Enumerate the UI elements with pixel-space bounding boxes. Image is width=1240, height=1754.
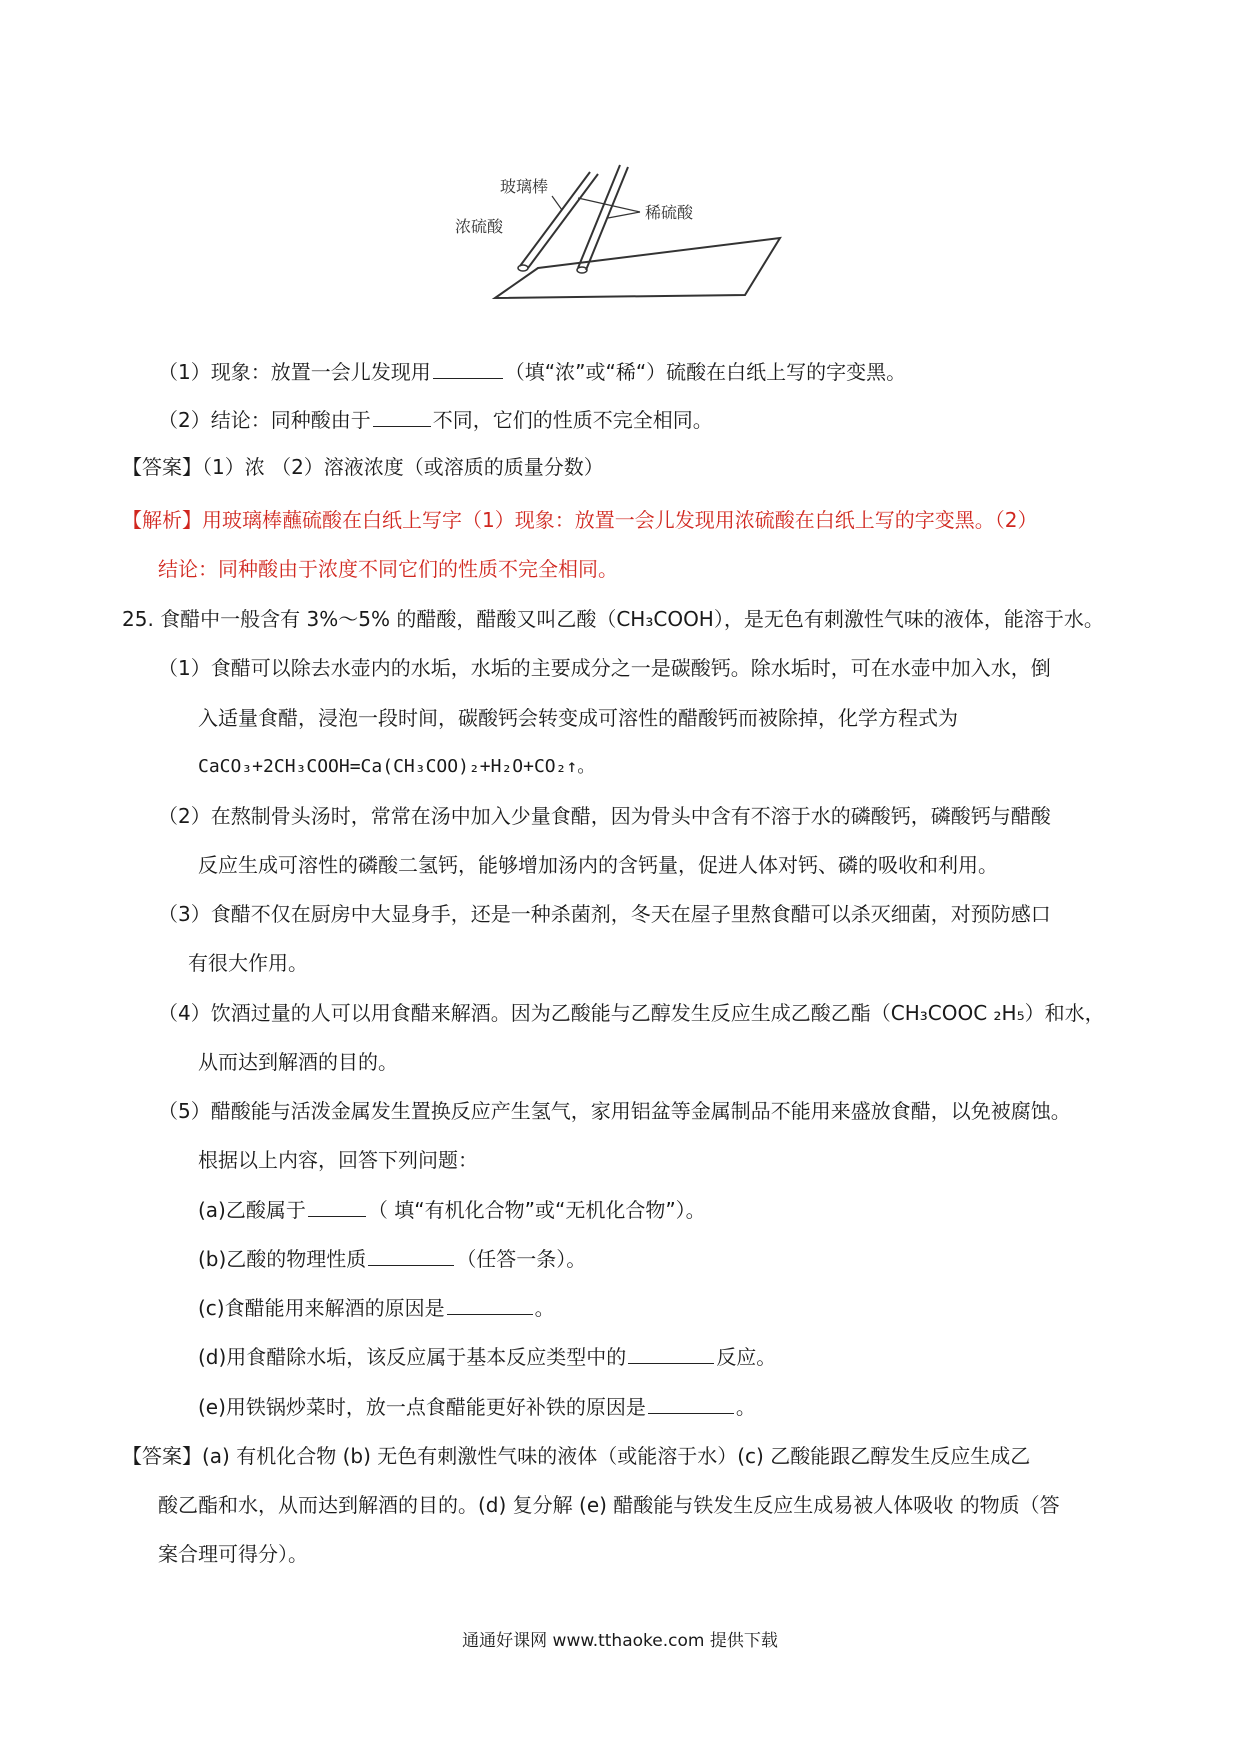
white-paper (495, 238, 780, 298)
answer-blank[interactable] (628, 1345, 714, 1364)
q25-p4-line1: （4）饮酒过量的人可以用食醋来解酒。因为乙酸能与乙醇发生反应生成乙酸乙酯（CH₃COOC ₂H₅）和水， (158, 1001, 1105, 1025)
answer-blank[interactable] (373, 408, 431, 427)
answer-blank[interactable] (308, 1198, 366, 1217)
q25-answer-line2: 酸乙酯和水，从而达到解酒的目的。(d) 复分解 (e) 醋酸能与铁发生反应生成易被人体吸收 的物质（答 (158, 1493, 1060, 1517)
q25-question-c: (c)食醋能用来解酒的原因是 。 (198, 1296, 555, 1320)
answer-blank[interactable] (433, 360, 503, 379)
experiment-figure (455, 170, 790, 335)
q25-prompt: 根据以上内容，回答下列问题： (198, 1148, 478, 1172)
answer-blank[interactable] (368, 1247, 454, 1266)
label-dilute-acid: 稀硫酸 (645, 203, 694, 222)
q25-answer-line3: 案合理可得分）。 (158, 1542, 308, 1566)
label-concentrated-acid: 浓硫酸 (455, 217, 504, 236)
q25-question-b: (b)乙酸的物理性质 （任答一条）。 (198, 1247, 587, 1271)
q25-question-d: (d)用食醋除水垢，该反应属于基本反应类型中的 反应。 (198, 1345, 777, 1369)
label-glass-rod: 玻璃棒 (500, 177, 549, 196)
label-line-dilute (608, 212, 640, 218)
q25-p2-line1: （2）在熬制骨头汤时，常常在汤中加入少量食醋，因为骨头中含有不溶于水的磷酸钙，磷酸钙与醋酸 (158, 804, 1051, 828)
q25-p1-line1: （1）食醋可以除去水壶内的水垢，水垢的主要成分之一是碳酸钙。除水垢时，可在水壶中加入水，倒 (158, 656, 1051, 680)
q25-p3-line2: 有很大作用。 (188, 951, 308, 975)
q25-p5: （5）醋酸能与活泼金属发生置换反应产生氢气，家用铝盆等金属制品不能用来盛放食醋，以免被腐蚀。 (158, 1099, 1071, 1123)
q25-question-e: (e)用铁锅炒菜时，放一点食醋能更好补铁的原因是 。 (198, 1395, 756, 1419)
q24-analysis-line2: 结论：同种酸由于浓度不同它们的性质不完全相同。 (158, 557, 618, 581)
q25-question-a: (a)乙酸属于 （ 填“有机化合物”或“无机化合物”）。 (198, 1198, 706, 1222)
q24-part1: （1）现象：放置一会儿发现用 （填“浓”或“稀“）硫酸在白纸上写的字变黑。 (158, 360, 907, 384)
q25-p3-line1: （3）食醋不仅在厨房中大显身手，还是一种杀菌剂，冬天在屋子里熬食醋可以杀灭细菌，对预防感口 (158, 902, 1051, 926)
q25-p4-line2: 从而达到解酒的目的。 (198, 1050, 398, 1074)
q24-analysis-line1: 【解析】用玻璃棒蘸硫酸在白纸上写字（1）现象：放置一会儿发现用浓硫酸在白纸上写的字变黑。（2） (122, 508, 1038, 532)
q24-part2: （2）结论：同种酸由于 不同，它们的性质不完全相同。 (158, 408, 713, 432)
label-line-rod (552, 196, 562, 210)
q25-equation: CaCO₃+2CH₃COOH=Ca(CH₃COO)₂+H₂O+CO₂↑。 (198, 756, 596, 777)
page-footer: 通通好课网 www.tthaoke.com 提供下载 (462, 1631, 778, 1651)
q25-answer-line1: 【答案】(a) 有机化合物 (b) 无色有刺激性气味的液体（或能溶于水）(c) 乙酸能跟乙醇发生反应生成乙 (122, 1444, 1031, 1468)
answer-blank[interactable] (447, 1296, 533, 1315)
label-line-dilute-2 (578, 198, 640, 212)
q24-answer: 【答案】（1）浓 （2）溶液浓度（或溶质的质量分数） (122, 455, 604, 479)
q25-intro: 25. 食醋中一般含有 3%～5% 的醋酸，醋酸又叫乙酸（CH₃COOH），是无色有刺激性气味的液体，能溶于水。 (122, 607, 1104, 631)
answer-blank[interactable] (648, 1395, 734, 1414)
q25-p1-line2: 入适量食醋，浸泡一段时间，碳酸钙会转变成可溶性的醋酸钙而被除掉，化学方程式为 (198, 706, 958, 730)
q25-p2-line2: 反应生成可溶性的磷酸二氢钙，能够增加汤内的含钙量，促进人体对钙、磷的吸收和利用。 (198, 853, 998, 877)
